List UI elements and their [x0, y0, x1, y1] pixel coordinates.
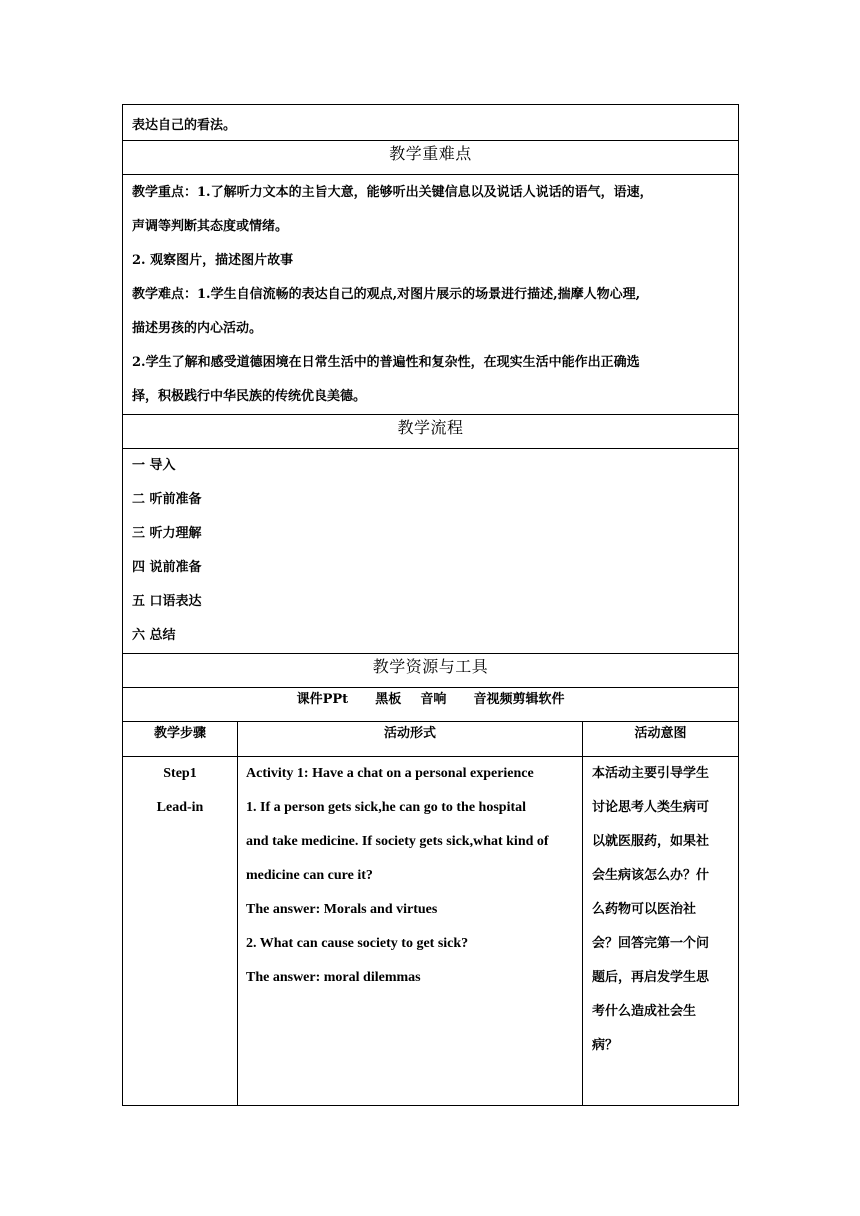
step-row	[123, 757, 739, 1106]
key-point-line: 声调等判断其态度或情绪。	[132, 219, 289, 234]
flow-item: 二 听前准备	[132, 492, 202, 507]
activity-line: medicine can cure it?	[246, 868, 373, 883]
column-header-intent: 活动意图	[583, 722, 739, 757]
activity-line: Activity 1: Have a chat on a personal experience	[246, 766, 534, 781]
activity-line: and take medicine. If society gets sick,what kind of	[246, 834, 549, 849]
resource-item: 音视频剪辑软件	[473, 692, 565, 707]
intent-line: 本活动主要引导学生	[592, 766, 710, 781]
continued-text-row	[123, 105, 739, 141]
key-points-heading-row	[123, 141, 739, 175]
activity-line: The answer: Morals and virtues	[246, 902, 438, 917]
intent-line: 以就医服药，如果社	[592, 834, 710, 849]
key-point-line: 描述男孩的内心活动。	[132, 321, 263, 336]
key-point-line: 教学重点：1.了解听力文本的主旨大意，能够听出关键信息以及说话人说话的语气，语速，	[132, 185, 653, 200]
column-header-activity: 活动形式	[238, 722, 583, 757]
flow-item: 五 口语表达	[132, 594, 202, 609]
flow-heading: 教学流程	[397, 418, 464, 437]
activity-line: The answer: moral dilemmas	[246, 970, 421, 985]
intent-line: 么药物可以医治社	[592, 902, 697, 917]
activity-line: 2. What can cause society to get sick?	[246, 936, 469, 951]
column-header-row	[123, 722, 739, 757]
lesson-plan-table	[122, 104, 739, 1106]
flow-item: 一 导入	[132, 458, 176, 473]
activity-cell	[238, 757, 582, 995]
flow-heading-row	[123, 415, 739, 449]
intent-line: 考什么造成社会生	[592, 1004, 697, 1019]
key-points-row	[123, 175, 739, 415]
intent-cell	[583, 757, 738, 1063]
step-cell	[123, 757, 237, 825]
flow-list	[123, 449, 738, 653]
intent-line: 讨论思考人类生病可	[592, 800, 710, 815]
key-point-line: 2. 观察图片，描述图片故事	[132, 253, 294, 268]
resources-row	[123, 688, 739, 722]
resources-heading: 教学资源与工具	[372, 657, 489, 676]
flow-item: 三 听力理解	[132, 526, 202, 541]
continued-text: 表达自己的看法。	[132, 118, 237, 133]
intent-line: 病？	[592, 1038, 619, 1053]
flow-item: 四 说前准备	[132, 560, 202, 575]
activity-line: 1. If a person gets sick,he can go to the hospital	[246, 800, 527, 815]
key-points-content	[123, 175, 738, 414]
intent-line: 会？回答完第一个问	[592, 936, 710, 951]
intent-line: 题后，再启发学生思	[592, 970, 710, 985]
lesson-plan-page	[122, 104, 738, 1106]
intent-line: 会生病该怎么办？什	[592, 868, 710, 883]
key-point-line: 择，积极践行中华民族的传统优良美德。	[132, 389, 367, 404]
resources-heading-row	[123, 654, 739, 688]
key-point-line: 2.学生了解和感受道德困境在日常生活中的普遍性和复杂性，在现实生活中能作出正确选	[132, 355, 640, 370]
step-name: Lead-in	[156, 800, 204, 815]
key-points-heading: 教学重难点	[389, 144, 472, 163]
column-header-step: 教学步骤	[123, 722, 238, 757]
step-label: Step1	[163, 766, 197, 781]
resource-item: 黑板	[375, 692, 402, 707]
flow-item: 六 总结	[132, 628, 176, 643]
resource-item: 音响	[420, 692, 447, 707]
resource-item: 课件PPt	[296, 692, 349, 707]
flow-row	[123, 449, 739, 654]
key-point-line: 教学难点：1.学生自信流畅的表达自己的观点,对图片展示的场景进行描述,揣摩人物心理,	[132, 287, 641, 302]
